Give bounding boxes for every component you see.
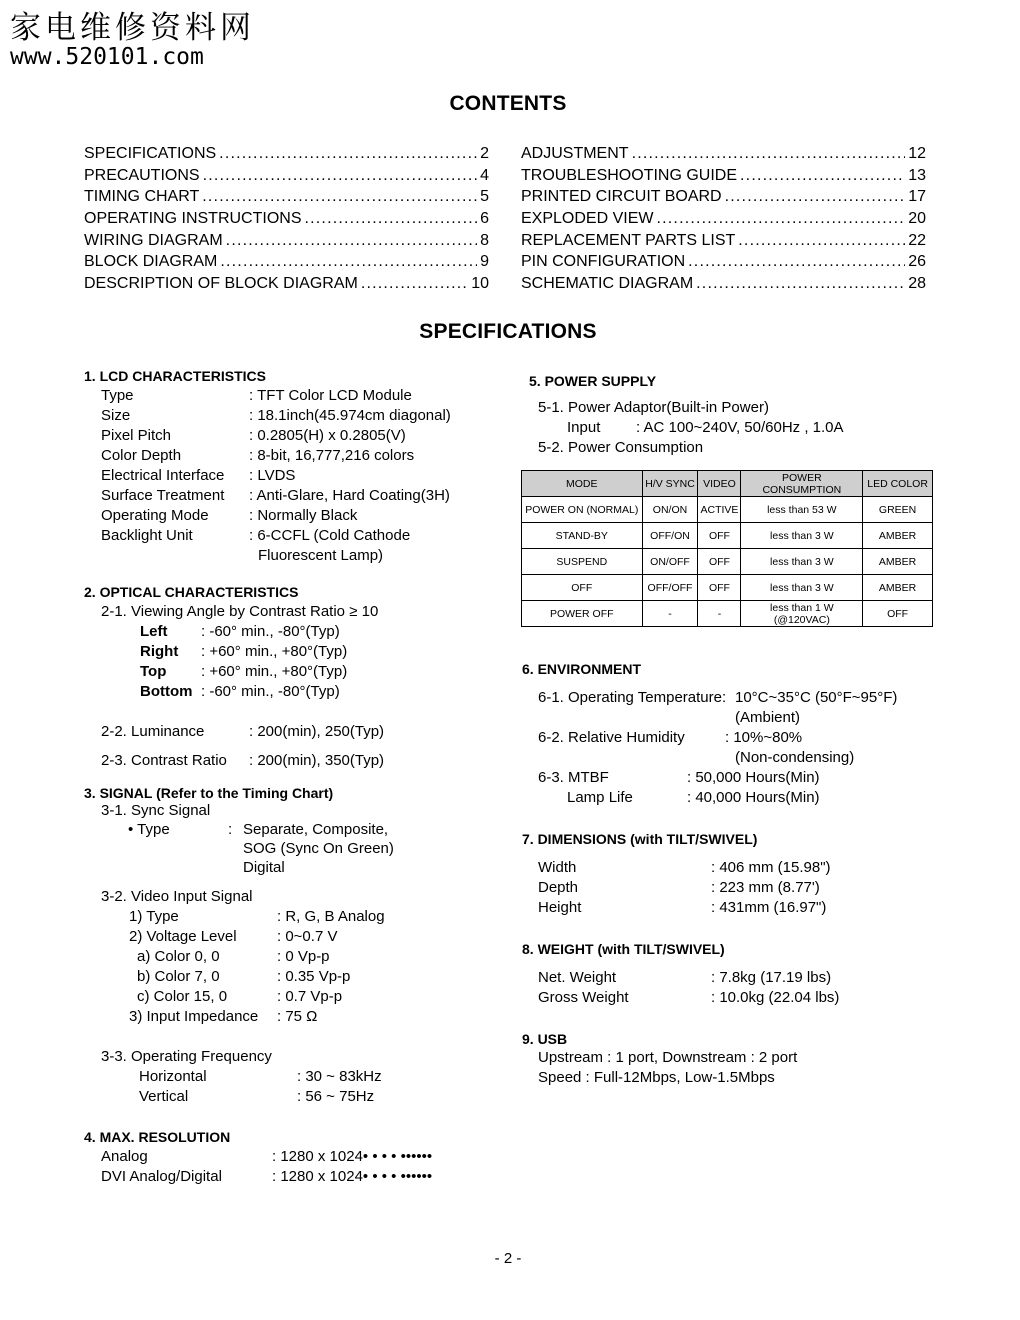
mtbf-label: 6-3. MTBF xyxy=(538,769,609,786)
table-cell: OFF/ON xyxy=(642,523,698,549)
video-row-value: : 75 Ω xyxy=(277,1008,318,1025)
toc-entry[interactable] xyxy=(84,230,489,252)
usb-heading: 9. USB xyxy=(522,1031,568,1047)
lcd-label: Size xyxy=(101,407,131,424)
toc-entry-page: 10 xyxy=(471,275,489,293)
lcd-label: Type xyxy=(101,387,134,404)
toc-entry-title: REPLACEMENT PARTS LIST xyxy=(521,231,736,249)
table-cell: OFF xyxy=(522,575,643,601)
table-cell: OFF xyxy=(698,575,741,601)
angle-value: : +60° min., +80°(Typ) xyxy=(201,663,348,680)
table-cell: AMBER xyxy=(863,549,933,575)
sync-signal-label: 3-1. Sync Signal xyxy=(101,802,211,819)
power-input-value: : AC 100~240V, 50/60Hz , 1.0A xyxy=(636,419,844,436)
luminance-value: : 200(min), 250(Typ) xyxy=(249,723,385,740)
power-heading: 5. POWER SUPPLY xyxy=(529,373,657,389)
viewing-angle-text: 2-1. Viewing Angle by Contrast Ratio xyxy=(101,603,346,620)
table-cell: SUSPEND xyxy=(522,549,643,575)
toc-entry-title: EXPLODED VIEW xyxy=(521,210,654,228)
optical-heading: 2. OPTICAL CHARACTERISTICS xyxy=(84,584,299,600)
toc-entry[interactable] xyxy=(521,230,926,252)
table-cell: POWER ON (NORMAL) xyxy=(522,497,643,523)
contrast-label: 2-3. Contrast Ratio xyxy=(101,752,227,769)
lcd-value: : LVDS xyxy=(249,467,296,484)
table-cell: AMBER xyxy=(863,575,933,601)
dimension-label: Height xyxy=(538,899,582,916)
toc-entry-title: DESCRIPTION OF BLOCK DIAGRAM xyxy=(84,275,358,293)
toc-entry[interactable] xyxy=(521,273,926,295)
table-cell: AMBER xyxy=(863,523,933,549)
angle-label: Bottom xyxy=(140,683,193,700)
sync-type-label: • Type xyxy=(128,821,170,838)
usb-ports: Upstream : 1 port, Downstream : 2 port xyxy=(538,1049,798,1066)
resolution-label: DVI Analog/Digital xyxy=(101,1168,222,1185)
lamp-life-value: : 40,000 Hours(Min) xyxy=(687,789,820,806)
angle-label: Right xyxy=(140,643,179,660)
toc-entry-title: SCHEMATIC DIAGRAM xyxy=(521,275,694,293)
toc-entry-title: PIN CONFIGURATION xyxy=(521,253,686,271)
video-row-value: : 0.7 Vp-p xyxy=(277,988,343,1005)
lcd-label: Color Depth xyxy=(101,447,182,464)
toc-entry[interactable] xyxy=(84,186,489,208)
table-row xyxy=(522,497,933,523)
lcd-value: : 18.1inch(45.974cm diagonal) xyxy=(249,407,451,424)
table-cell: OFF xyxy=(863,601,933,627)
humidity-value: : 10%~80% xyxy=(725,729,803,746)
table-cell: GREEN xyxy=(863,497,933,523)
op-temp-label: 6-1. Operating Temperature: xyxy=(538,689,727,706)
toc-entry[interactable] xyxy=(84,143,489,165)
table-cell: less than 3 W xyxy=(741,523,863,549)
toc-entry-title: WIRING DIAGRAM xyxy=(84,231,223,249)
toc-entry-page: 13 xyxy=(908,166,926,184)
weight-label: Gross Weight xyxy=(538,989,629,1006)
table-cell: OFF xyxy=(698,549,741,575)
lcd-value: : Normally Black xyxy=(249,507,358,524)
watermark-url: www.520101.com xyxy=(10,44,204,70)
watermark-chinese: 家电维修资料网 xyxy=(10,10,255,46)
frequency-row-label: Vertical xyxy=(139,1088,189,1105)
video-input-label: 3-2. Video Input Signal xyxy=(101,888,253,905)
viewing-angle-label xyxy=(101,602,378,622)
toc-entry[interactable] xyxy=(84,208,489,230)
mtbf-value: : 50,000 Hours(Min) xyxy=(687,769,820,786)
toc-entry-page: 28 xyxy=(908,275,926,293)
video-row-value: : 0.35 Vp-p xyxy=(277,968,351,985)
table-header-row xyxy=(522,471,933,497)
lcd-label: Pixel Pitch xyxy=(101,427,172,444)
angle-label: Top xyxy=(140,663,167,680)
toc-entry-page: 8 xyxy=(480,231,489,249)
toc-entry-page: 26 xyxy=(908,253,926,271)
toc-entry[interactable] xyxy=(521,208,926,230)
lcd-value: : 6-CCFL (Cold Cathode xyxy=(249,527,411,544)
toc-entry-title: TIMING CHART xyxy=(84,188,200,206)
table-cell: OFF xyxy=(698,523,741,549)
contrast-symbol: ≥ 10 xyxy=(349,603,379,620)
frequency-label: 3-3. Operating Frequency xyxy=(101,1048,272,1065)
lcd-label: Electrical Interface xyxy=(101,467,225,484)
table-header: MODE xyxy=(522,471,643,497)
environment-heading: 6. ENVIRONMENT xyxy=(522,661,642,677)
toc-entry[interactable] xyxy=(521,251,926,273)
toc-entry-page: 17 xyxy=(908,188,926,206)
specifications-title: SPECIFICATIONS xyxy=(419,320,597,343)
lcd-value-continued: Fluorescent Lamp) xyxy=(258,547,384,564)
toc-entry[interactable] xyxy=(84,273,489,295)
table-row xyxy=(522,575,933,601)
toc-entry-page: 20 xyxy=(908,210,926,228)
toc-entry[interactable] xyxy=(521,186,926,208)
table-cell: ACTIVE xyxy=(698,497,741,523)
resolution-value: : 1280 x 1024• • • • •••••• xyxy=(272,1148,433,1165)
contents-title: CONTENTS xyxy=(449,92,567,115)
table-cell: POWER OFF xyxy=(522,601,643,627)
dimension-value: : 431mm (16.97") xyxy=(711,899,827,916)
dimension-label: Depth xyxy=(538,879,579,896)
page-number: - 2 - xyxy=(494,1250,522,1267)
table-cell xyxy=(741,601,863,627)
dimensions-heading: 7. DIMENSIONS (with TILT/SWIVEL) xyxy=(522,831,758,847)
table-row xyxy=(522,523,933,549)
toc-entry-title: BLOCK DIAGRAM xyxy=(84,253,218,271)
toc-entry-page: 5 xyxy=(480,188,489,206)
table-cell: ON/ON xyxy=(642,497,698,523)
table-cell-note: (@120VAC) xyxy=(773,613,830,626)
power-consumption-label: 5-2. Power Consumption xyxy=(538,439,704,456)
frequency-row-value: : 30 ~ 83kHz xyxy=(297,1068,382,1085)
video-row-label: 3) Input Impedance xyxy=(129,1008,259,1025)
contrast-value: : 200(min), 350(Typ) xyxy=(249,752,385,769)
angle-value: : -60° min., -80°(Typ) xyxy=(201,623,340,640)
toc-entry[interactable] xyxy=(84,251,489,273)
angle-value: : -60° min., -80°(Typ) xyxy=(201,683,340,700)
lamp-life-label: Lamp Life xyxy=(567,789,633,806)
humidity-note: (Non-condensing) xyxy=(735,749,855,766)
table-row xyxy=(522,601,933,627)
toc-entry-title: SPECIFICATIONS xyxy=(84,145,217,162)
table-header: LED COLOR xyxy=(863,471,933,497)
toc-entry-title: ADJUSTMENT xyxy=(521,145,629,162)
toc-entry-page: 4 xyxy=(480,166,489,184)
toc-entry[interactable] xyxy=(521,165,926,187)
toc-entry-title: OPERATING INSTRUCTIONS xyxy=(84,210,302,228)
toc-entry-title: TROUBLESHOOTING GUIDE xyxy=(521,166,738,184)
sync-type-value: SOG (Sync On Green) xyxy=(243,840,394,857)
video-row-value: : 0~0.7 V xyxy=(277,928,338,945)
video-row-value: : R, G, B Analog xyxy=(277,908,385,925)
op-temp-value: 10°C~35°C (50°F~95°F) xyxy=(735,689,898,706)
dimension-value: : 406 mm (15.98") xyxy=(711,859,831,876)
table-cell: OFF/OFF xyxy=(642,575,698,601)
table-header: POWER CONSUMPTION xyxy=(741,471,863,497)
toc-entry-page: 2 xyxy=(480,145,489,162)
frequency-row-value: : 56 ~ 75Hz xyxy=(297,1088,375,1105)
video-row-label: 2) Voltage Level xyxy=(129,928,237,945)
toc-entry-page: 9 xyxy=(480,253,489,271)
lcd-label: Surface Treatment xyxy=(101,487,225,504)
toc-entry-title: PRINTED CIRCUIT BOARD xyxy=(521,188,722,206)
table-cell: less than 3 W xyxy=(741,549,863,575)
table-cell: - xyxy=(698,601,741,627)
power-consumption-table xyxy=(521,470,933,627)
weight-label: Net. Weight xyxy=(538,969,617,986)
op-temp-note: (Ambient) xyxy=(735,709,801,726)
video-row-label: b) Color 7, 0 xyxy=(137,968,220,985)
power-adaptor: 5-1. Power Adaptor(Built-in Power) xyxy=(538,399,769,416)
resolution-label: Analog xyxy=(101,1148,148,1165)
resolution-heading: 4. MAX. RESOLUTION xyxy=(84,1129,231,1145)
weight-value: : 10.0kg (22.04 lbs) xyxy=(711,989,840,1006)
toc-entry-page: 22 xyxy=(908,231,926,249)
lcd-heading: 1. LCD CHARACTERISTICS xyxy=(84,368,267,384)
lcd-label: Operating Mode xyxy=(101,507,209,524)
toc-entry-page: 12 xyxy=(908,145,926,162)
table-cell: ON/OFF xyxy=(642,549,698,575)
lcd-label: Backlight Unit xyxy=(101,527,193,544)
usb-speed: Speed : Full-12Mbps, Low-1.5Mbps xyxy=(538,1069,775,1086)
table-cell: less than 3 W xyxy=(741,575,863,601)
toc-left xyxy=(84,143,489,295)
angle-label: Left xyxy=(140,623,168,640)
table-row xyxy=(522,549,933,575)
video-row-label: 1) Type xyxy=(129,908,179,925)
lcd-value: : 8-bit, 16,777,216 colors xyxy=(249,447,415,464)
humidity-label: 6-2. Relative Humidity xyxy=(538,729,685,746)
toc-right xyxy=(521,143,926,295)
sync-type-value: Digital xyxy=(243,859,285,876)
angle-value: : +60° min., +80°(Typ) xyxy=(201,643,348,660)
table-cell: less than 53 W xyxy=(741,497,863,523)
resolution-value: : 1280 x 1024• • • • •••••• xyxy=(272,1168,433,1185)
video-row-label: c) Color 15, 0 xyxy=(137,988,228,1005)
lcd-value: : TFT Color LCD Module xyxy=(249,387,412,404)
table-cell: - xyxy=(642,601,698,627)
lcd-value: : Anti-Glare, Hard Coating(3H) xyxy=(249,487,450,504)
luminance-label: 2-2. Luminance xyxy=(101,723,205,740)
power-input-label: Input xyxy=(567,419,601,436)
sync-type-colon: : xyxy=(228,821,233,838)
lcd-value: : 0.2805(H) x 0.2805(V) xyxy=(249,427,406,444)
toc-entry[interactable] xyxy=(521,143,926,165)
frequency-row-label: Horizontal xyxy=(139,1068,207,1085)
table-cell-value: less than 1 W xyxy=(770,601,834,614)
table-header: VIDEO xyxy=(698,471,741,497)
sync-type-value: Separate, Composite, xyxy=(243,821,389,838)
dimension-label: Width xyxy=(538,859,577,876)
signal-heading: 3. SIGNAL (Refer to the Timing Chart) xyxy=(84,785,334,801)
video-row-value: : 0 Vp-p xyxy=(277,948,330,965)
weight-value: : 7.8kg (17.19 lbs) xyxy=(711,969,832,986)
dimension-value: : 223 mm (8.77') xyxy=(711,879,820,896)
table-cell: STAND-BY xyxy=(522,523,643,549)
toc-entry[interactable] xyxy=(84,165,489,187)
toc-entry-page: 6 xyxy=(480,210,489,228)
table-header: H/V SYNC xyxy=(642,471,698,497)
video-row-label: a) Color 0, 0 xyxy=(137,948,220,965)
weight-heading: 8. WEIGHT (with TILT/SWIVEL) xyxy=(522,941,725,957)
toc-entry-title: PRECAUTIONS xyxy=(84,166,200,184)
